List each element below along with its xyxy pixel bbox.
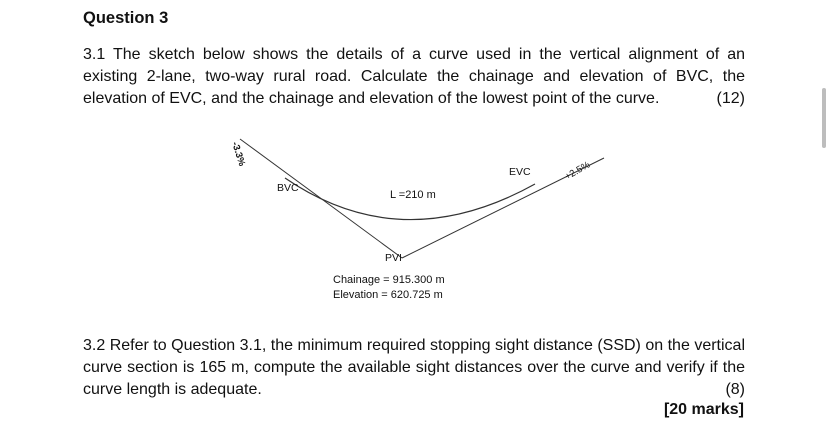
evc-label: EVC	[509, 166, 531, 178]
question-3-1-body: 3.1 The sketch below shows the details of a curve used in the vertical alignment of an existing 2-lane, two-way rural road. Calculate the chainage and elevation of BVC, the elevation of EVC, and the chainage and elevation of the lowest point of the curve.	[83, 46, 745, 107]
curve-length-label: L =210 m	[390, 189, 436, 201]
pvi-label: PVI	[385, 252, 402, 264]
grade-out-label: +2.5%	[563, 159, 593, 183]
scrollbar-thumb[interactable]	[822, 88, 826, 148]
question-3-2-body: 3.2 Refer to Question 3.1, the minimum required stopping sight distance (SSD) on the vertical curve section is 165 m, compute the available sight distances over the curve and verify if the curve length is adequate.	[83, 337, 745, 398]
question-3-2-marks: (8)	[725, 381, 745, 398]
bvc-label: BVC	[277, 182, 299, 194]
question-3-2-text	[83, 335, 745, 401]
pvi-elevation: Elevation = 620.725 m	[333, 289, 443, 301]
pvi-chainage: Chainage = 915.300 m	[333, 274, 445, 286]
total-marks: [20 marks]	[663, 401, 744, 418]
question-3-1-marks: (12)	[716, 90, 745, 107]
question-title: Question 3	[83, 9, 169, 27]
grade-in-label: -3.3%	[229, 140, 248, 168]
